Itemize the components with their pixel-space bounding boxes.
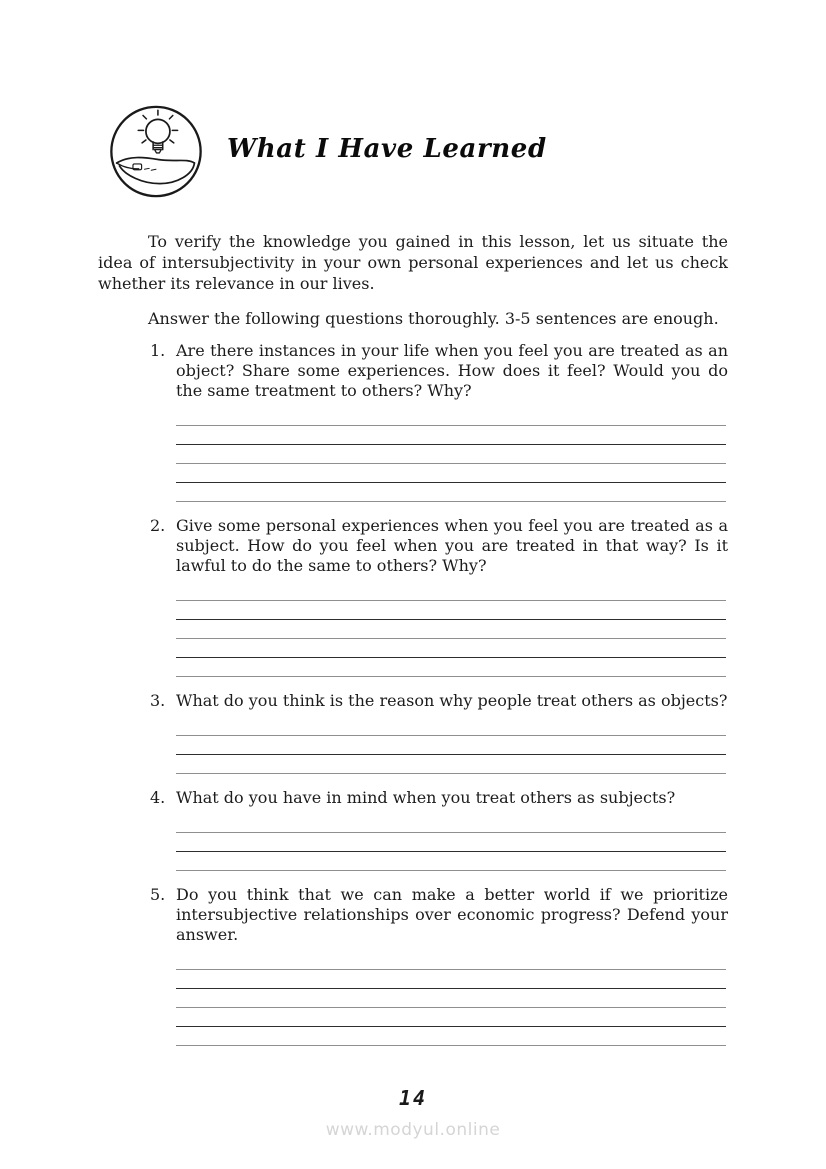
answer-lines xyxy=(176,951,726,1046)
answer-line xyxy=(176,833,726,852)
answer-line xyxy=(176,717,726,736)
answer-line xyxy=(176,989,726,1008)
question-number: 5. xyxy=(150,885,166,904)
answer-line xyxy=(176,852,726,871)
answer-line xyxy=(176,464,726,483)
question-text: What do you think is the reason why people treat others as objects? xyxy=(176,691,728,710)
question-item-2 xyxy=(150,516,728,677)
answer-line xyxy=(176,755,726,774)
page-number: 14 xyxy=(398,1086,428,1110)
question-item-4 xyxy=(150,788,728,871)
question-text: Are there instances in your life when you feel you are treated as an object? Share some experiences. How does it feel? Would you do the same treatment to others? Why? xyxy=(176,341,728,400)
answer-line xyxy=(176,426,726,445)
page-title: What I Have Learned xyxy=(227,133,547,164)
hand-holding-lightbulb-icon xyxy=(108,103,204,200)
intro-paragraph: To verify the knowledge you gained in this lesson, let us situate the idea of intersubjectivity in your own personal experiences and let us check whether its relevance in our lives. xyxy=(98,232,728,293)
answer-line xyxy=(176,582,726,601)
question-item-1 xyxy=(150,341,728,502)
answer-line xyxy=(176,620,726,639)
worksheet-body xyxy=(98,231,728,1060)
question-text: Do you think that we can make a better world if we prioritize intersubjective relationships over economic progress? Defend your answer. xyxy=(176,885,728,944)
watermark: www.modyul.online xyxy=(325,1120,501,1140)
question-number: 4. xyxy=(150,788,166,807)
answer-line xyxy=(176,445,726,464)
answer-line xyxy=(176,736,726,755)
question-text: What do you have in mind when you treat others as subjects? xyxy=(176,788,676,807)
answer-line xyxy=(176,951,726,970)
answer-line xyxy=(176,658,726,677)
answer-lines xyxy=(176,814,726,871)
section-header xyxy=(108,103,547,200)
instruction-paragraph: Answer the following questions thoroughly. 3-5 sentences are enough. xyxy=(148,309,719,328)
answer-line xyxy=(176,407,726,426)
answer-line xyxy=(176,639,726,658)
answer-line xyxy=(176,1008,726,1027)
question-text: Give some personal experiences when you feel you are treated as a subject. How do you feel when you are treated in that way? Is it lawful to do the same to others? Why? xyxy=(176,516,728,575)
question-number: 2. xyxy=(150,516,166,535)
question-list xyxy=(98,341,728,1046)
question-number: 3. xyxy=(150,691,166,710)
answer-line xyxy=(176,601,726,620)
answer-lines xyxy=(176,717,726,774)
answer-line xyxy=(176,483,726,502)
question-item-5 xyxy=(150,885,728,1046)
question-number: 1. xyxy=(150,341,166,360)
answer-lines xyxy=(176,582,726,677)
question-item-3 xyxy=(150,691,728,774)
answer-line xyxy=(176,1027,726,1046)
answer-lines xyxy=(176,407,726,502)
answer-line xyxy=(176,970,726,989)
answer-line xyxy=(176,814,726,833)
